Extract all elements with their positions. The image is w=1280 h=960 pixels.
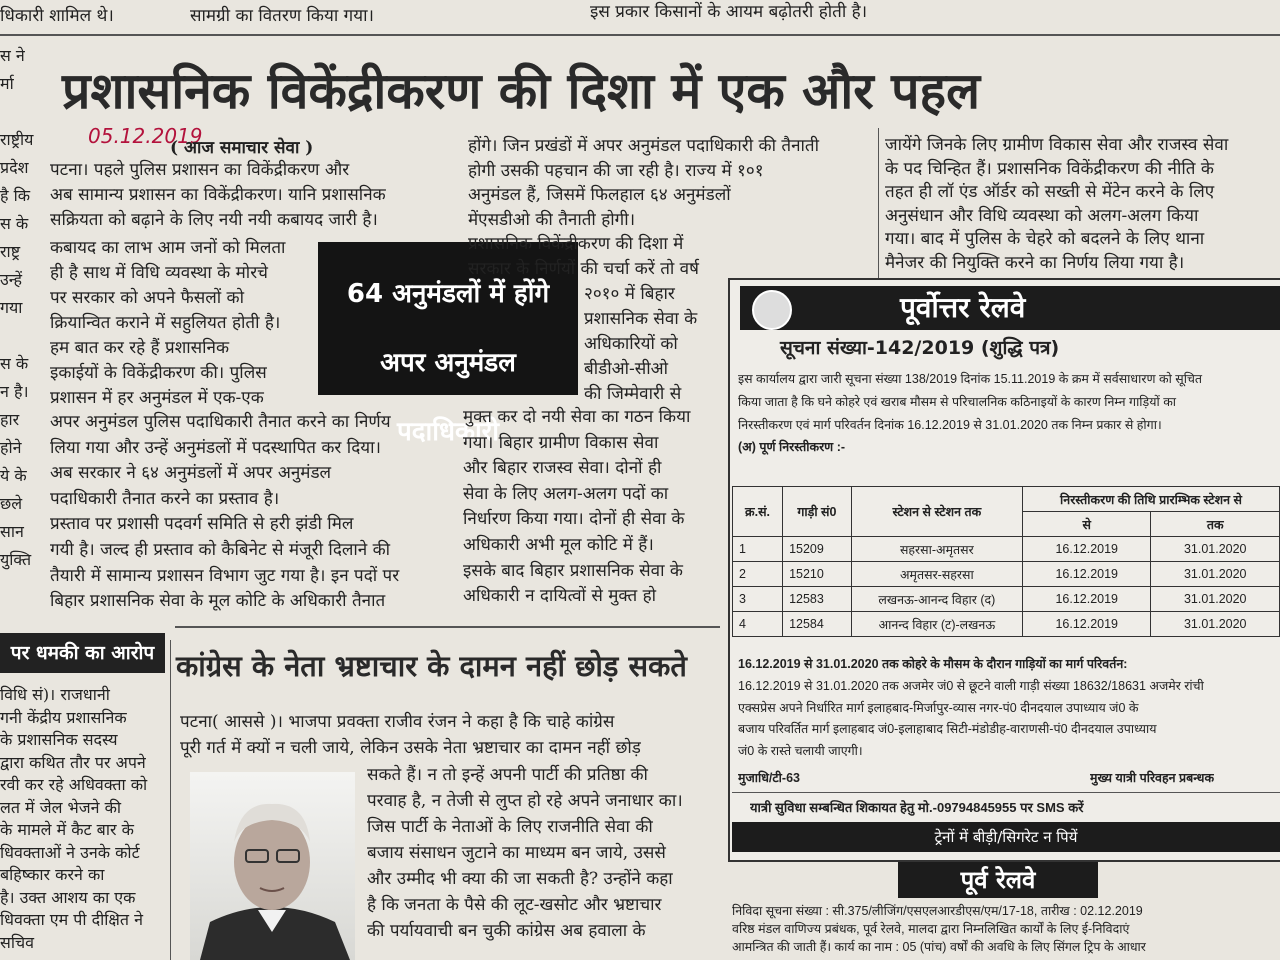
top-fragment-left: धिकारी शामिल थे।	[0, 6, 114, 26]
table-cell: 16.12.2019	[1022, 562, 1150, 587]
article-line: बिहार प्रशासनिक सेवा के मूल कोटि के अधिकारी तैनात	[50, 591, 386, 612]
second-article-rule	[175, 626, 720, 628]
left-strip-line: गया	[0, 298, 23, 317]
notice-line: वरिष्ठ मंडल वाणिज्य प्रबंधक, पूर्व रेलवे, मालदा द्वारा निम्नलिखित कार्यों के लिए ई-निविदाएं	[732, 922, 1130, 936]
table-row	[733, 612, 1280, 637]
left-strip-line: हार	[0, 410, 20, 429]
second-article-narrow	[367, 762, 722, 944]
article-line: इसके बाद बिहार प्रशासनिक सेवा के	[463, 560, 683, 581]
left-strip-line: सान	[0, 522, 24, 541]
article-line: निर्धारण किया गया। दोनों ही सेवा के	[463, 509, 685, 530]
byline: ( आज समाचार सेवा )	[170, 138, 314, 158]
table-cell: 12583	[783, 587, 852, 612]
pullquote-line: 64 अनुमंडलों में होंगे	[346, 279, 550, 309]
railway-title: पूर्वोत्तर रेलवे	[900, 291, 1026, 324]
top-fragment-right: इस प्रकार किसानों के आयम बढ़ोतरी होती है।	[590, 2, 868, 22]
article-line: २०१० में बिहार	[584, 284, 675, 304]
left-strip-line: होने	[0, 438, 22, 457]
table-cell: 31.01.2020	[1151, 562, 1280, 587]
article-line: क्रियान्वित कराने में सहुलियत होती है।	[50, 313, 281, 333]
article-line: परवाह है, न तेजी से लुप्त हो रहे अपने जनाधार का।	[367, 791, 683, 811]
main-col1-narrow	[50, 236, 315, 411]
railway-logo-icon	[752, 290, 792, 330]
complaint-line: यात्री सुविधा सम्बन्धित शिकायत हेतु मो.-09794845955 पर SMS करें	[750, 800, 1084, 815]
article-line: ही है साथ में विधि व्यवस्था के मोरचे	[50, 263, 268, 283]
left-strip-line: युक्ति	[0, 550, 32, 569]
left-strip-line: विधि सं)। राजधानी	[0, 685, 110, 704]
portrait-illustration	[190, 772, 355, 960]
notice-line: आमन्त्रित की जाती हैं। कार्य का नाम : 05 (पांच) वर्षों की अवधि के लिए सिंगल ट्रिप के आधार	[732, 940, 1146, 954]
article-line: कबायद का लाभ आम जनों को मिलता	[50, 238, 286, 258]
article-line: गया। बाद में पुलिस के चेहरे को बदलने के लिए थाना	[885, 229, 1205, 249]
top-fragment-mid: सामग्री का वितरण किया गया।	[190, 6, 374, 26]
article-line: की पर्यायवाची बन चुकी कांग्रेस अब हवाला के	[367, 921, 646, 941]
no-smoking-warning: ट्रेनों में बीड़ी/सिगरेट न पियें	[732, 822, 1280, 852]
left-strip-line: के मामले में कैट बार के	[0, 820, 134, 839]
article-line: अधिकारी अभी मूल कोटि में हैं।	[463, 534, 654, 555]
table-cell: 3	[733, 587, 783, 612]
th-train: गाड़ी सं0	[783, 487, 852, 537]
left-strip-line: राष्ट्रीय	[0, 130, 34, 149]
table-cell: 1	[733, 537, 783, 562]
main-col3	[885, 134, 1280, 275]
article-line: सेवा के लिए अलग-अलग पदों का	[463, 483, 669, 504]
left-strip-line: उन्हें	[0, 270, 23, 289]
table-cell: 31.01.2020	[1151, 537, 1280, 562]
left-strip-line: धिवक्ताओं ने उनके कोर्ट	[0, 842, 140, 862]
top-rule	[0, 34, 1280, 36]
diversion-body	[738, 676, 1278, 762]
left-strip-line: है कि	[0, 186, 31, 205]
article-line: मुक्त कर दो नयी सेवा का गठन किया	[463, 407, 691, 427]
notice-line: किया जाता है कि घने कोहरे एवं खराब मौसम से परिचालनिक कठिनाइयों के कारण निम्न गाड़ियों का	[738, 395, 1177, 409]
notice-line: निविदा सूचना संख्या : सी.375/लीजिंग/एसएलआरडीएस/एम/17-18, तारीख : 02.12.2019	[732, 904, 1143, 918]
left-strip-line: है। उक्त आशय का एक	[0, 887, 136, 907]
article-line: अधिकारियों को	[584, 334, 678, 354]
table-cell: 12584	[783, 612, 852, 637]
politician-photo	[190, 772, 355, 960]
table-row	[733, 562, 1280, 587]
article-line: मेंएसडीओ की तैनाती होगी।	[468, 209, 636, 230]
article-line: अनुमंडल हैं, जिसमें फिलहाल ६४ अनुमंडलों	[468, 185, 731, 205]
article-line: जायेंगे जिनके लिए ग्रामीण विकास सेवा और राजस्व सेवा	[885, 135, 1229, 155]
pullquote-line: पदाधिकारी	[396, 417, 500, 447]
article-line: तहत ही लॉ एंड ऑर्डर को सख्ती से मेंटेन करने के लिए	[885, 182, 1215, 202]
signatory: मुख्य यात्री परिवहन प्रबन्धक	[1090, 771, 1215, 785]
table-cell: 31.01.2020	[1151, 587, 1280, 612]
notice-code: मुजाधि/टी-63	[738, 771, 800, 785]
table-cell: सहरसा-अमृतसर	[851, 537, 1022, 562]
left-column-rule	[170, 640, 171, 960]
article-line: है कि जनता के पैसे की लूट-खसोट और भ्रष्टाचार	[367, 895, 662, 915]
left-strip-line: छले	[0, 494, 23, 513]
table-cell: 31.01.2020	[1151, 612, 1280, 637]
table-cell: लखनऊ-आनन्द विहार (द)	[851, 587, 1022, 612]
table-cell: 16.12.2019	[1022, 587, 1150, 612]
left-strip-line: धिवक्ता एम पी दीक्षित ने	[0, 910, 143, 929]
table-cell: आनन्द विहार (ट)-लखनऊ	[851, 612, 1022, 637]
notice-line: बजाय परिवर्तित मार्ग इलाहबाद जं0-इलाहाबाद सिटी-मंडोडीह-वाराणसी-पं0 दीनदयाल उपाध्याय	[738, 722, 1157, 736]
article-line: पर सरकार को अपने फैसलों को	[50, 288, 245, 308]
left-strip-line: सचिव	[0, 932, 35, 952]
article-line: इकाईयों के विकेंद्रीकरण की। पुलिस	[50, 363, 267, 383]
east-railway-body	[732, 902, 1280, 956]
article-line: प्रशासनिक विकेंद्रीकरण की दिशा में	[468, 234, 684, 254]
article-line: अब सरकार ने ६४ अनुमंडलों में अपर अनुमंडल	[50, 463, 332, 484]
table-row	[733, 537, 1280, 562]
notice-line: एक्सप्रेस अपने निर्धारित मार्ग इलाहबाद-मिर्जापुर-व्यास नगर-पं0 दीनदयाल उपाध्याय जं0 के	[738, 700, 1139, 715]
article-line: मैनेजर की नियुक्ति करने का निर्णय लिया गया है।	[885, 252, 1185, 273]
article-line: प्रशासन में हर अनुमंडल में एक-एक	[50, 388, 264, 408]
left-strip-line: ये के	[0, 466, 27, 485]
article-line: सकते हैं। न तो इन्हें अपनी पार्टी की प्रतिष्ठा की	[367, 765, 648, 785]
article-line: और उम्मीद भी क्या की जा सकती है? उन्होंने कहा	[367, 869, 673, 889]
left-strip-bottom	[0, 684, 165, 954]
article-line: की जिम्मेवारी से	[584, 384, 682, 404]
left-strip-line: स के	[0, 354, 29, 373]
article-line: पटना( आससे )। भाजपा प्रवक्ता राजीव रंजन ने कहा है कि चाहे कांग्रेस	[180, 712, 615, 732]
table-cell: अमृतसर-सहरसा	[851, 562, 1022, 587]
article-line: और बिहार राजस्व सेवा। दोनों ही	[463, 458, 662, 479]
article-line: बजाय संसाधन जुटाने का माध्यम बन जाये, उससे	[367, 843, 666, 863]
left-strip-line: लत में जेल भेजने की	[0, 797, 122, 817]
left-strip-line: प्रदेश	[0, 158, 29, 177]
date-note: 05.12.2019	[88, 124, 203, 148]
notice-body	[738, 368, 1278, 437]
notice-inner-rule	[732, 792, 1280, 793]
pullquote-line: अपर अनुमंडल	[380, 348, 516, 378]
notice-line: जं0 के रास्ते चलायी जाएगी।	[738, 743, 863, 758]
article-line: तैयारी में सामान्य प्रशासन विभाग जुट गया है। इन पदों पर	[50, 565, 400, 586]
article-line: होगी उसकी पहचान की जा रही है। राज्य में १०१	[468, 160, 764, 181]
left-strip-line: न है।	[0, 382, 29, 401]
article-line: अब सामान्य प्रशासन का विकेंद्रीकरण। यानि प्रशासनिक	[50, 185, 386, 205]
article-line: बीडीओ-सीओ	[584, 359, 669, 379]
left-strip-line: राष्ट्र	[0, 242, 21, 261]
main-headline: प्रशासनिक विकेंद्रीकरण की दिशा में एक और पहल	[62, 62, 980, 120]
main-col2-bottom	[463, 405, 723, 610]
article-line: अधिकारी न दायित्वों से मुक्त हो	[463, 586, 657, 607]
article-line: पूरी गर्त में क्यों न चली जाये, लेकिन उसके नेता भ्रष्टाचार का दामन नहीं छोड़	[180, 737, 641, 758]
left-strip-line: रवी कर रहे अधिवक्ता को	[0, 775, 148, 794]
left-strip-line: द्वारा कथित तौर पर अपने	[0, 752, 146, 772]
article-line: जिस पार्टी के नेताओं के लिए राजनीति सेवा की	[367, 817, 653, 837]
main-col2-narrow	[584, 282, 719, 407]
east-railway-title: पूर्व रेलवे	[898, 862, 1098, 898]
main-col2-top	[468, 134, 868, 281]
article-line: होंगे। जिन प्रखंडों में अपर अनुमंडल पदाधिकारी की तैनाती	[468, 136, 820, 156]
second-headline: कांग्रेस के नेता भ्रष्टाचार के दामन नहीं छोड़ सकते	[176, 649, 687, 683]
left-strip-line: बहिष्कार करने का	[0, 865, 105, 884]
left-strip-line	[0, 98, 60, 126]
section-a: (अ) पूर्ण निरस्तीकरण :-	[738, 440, 846, 454]
left-strip-line: र्मा	[0, 74, 14, 93]
article-line: अनुसंधान और विधि व्यवस्था को अलग-अलग किया	[885, 205, 1199, 226]
th-dates: निरस्तीकरण की तिथि प्रारम्भिक स्टेशन से	[1022, 487, 1279, 512]
notice-line: निरस्तीकरण एवं मार्ग परिवर्तन दिनांक 16.12.2019 से 31.01.2020 तक निम्न प्रकार से होगा।	[738, 418, 1162, 432]
left-strip-line: स ने	[0, 46, 25, 65]
table-cell: 4	[733, 612, 783, 637]
article-line: हम बात कर रहे हैं प्रशासनिक	[50, 338, 230, 358]
left-strip-line: गनी केंद्रीय प्रशासनिक	[0, 707, 127, 727]
article-line: सरकार के निर्णयों की चर्चा करें तो वर्ष	[468, 258, 699, 279]
table-row	[733, 587, 1280, 612]
table-cell: 16.12.2019	[1022, 537, 1150, 562]
table-cell: 15210	[783, 562, 852, 587]
table-cell: 16.12.2019	[1022, 612, 1150, 637]
table-cell: 2	[733, 562, 783, 587]
article-line: पदाधिकारी तैनात करने का प्रस्ताव है।	[50, 488, 280, 509]
th-from: से	[1022, 512, 1150, 537]
notice-line: इस कार्यालय द्वारा जारी सूचना संख्या 138/2019 दिनांक 15.11.2019 के क्रम में सर्वसाधारण को सूचित	[738, 372, 1203, 386]
th-serial: क्र.सं.	[733, 487, 783, 537]
table-cell: 15209	[783, 537, 852, 562]
th-to: तक	[1151, 512, 1280, 537]
article-line: के पद चिन्हित हैं। प्रशासनिक विकेंद्रीकरण की नीति के	[885, 158, 1214, 179]
left-kicker: पर धमकी का आरोप	[0, 633, 165, 673]
notice-number: सूचना संख्या-142/2019 (शुद्धि पत्र)	[780, 337, 1060, 359]
second-article-wide	[180, 710, 720, 761]
article-line: लिया गया और उन्हें अनुमंडलों में पदस्थापित कर दिया।	[50, 437, 381, 458]
main-col1-top	[50, 158, 462, 233]
article-line: प्रशासनिक सेवा के	[584, 309, 698, 329]
left-strip-line: स के	[0, 214, 29, 233]
article-line: पटना। पहले पुलिस प्रशासन का विकेंद्रीकरण और	[50, 160, 350, 180]
article-line: अपर अनुमंडल पुलिस पदाधिकारी तैनात करने का निर्णय	[50, 412, 391, 432]
col3-rule	[878, 128, 879, 278]
article-line: प्रस्ताव पर प्रशासी पदवर्ग समिति से हरी झंडी मिल	[50, 514, 354, 535]
article-line: गया। बिहार ग्रामीण विकास सेवा	[463, 432, 659, 453]
notice-line: 16.12.2019 से 31.01.2020 तक अजमेर जं0 से छूटने वाली गाड़ी संख्या 18632/18631 अजमेर रांची	[738, 679, 1204, 693]
th-route: स्टेशन से स्टेशन तक	[851, 487, 1022, 537]
diversion-title: 16.12.2019 से 31.01.2020 तक कोहरे के मौसम के दौरान गाड़ियों का मार्ग परिवर्तन:	[738, 657, 1128, 671]
left-strip-line: के प्रशासनिक सदस्य	[0, 730, 118, 749]
article-line: सक्रियता को बढ़ाने के लिए नयी नयी कबायद जारी है।	[50, 210, 378, 230]
article-line: गयी है। जल्द ही प्रस्ताव को कैबिनेट से मंजूरी दिलाने की	[50, 539, 391, 560]
train-table	[732, 486, 1280, 637]
